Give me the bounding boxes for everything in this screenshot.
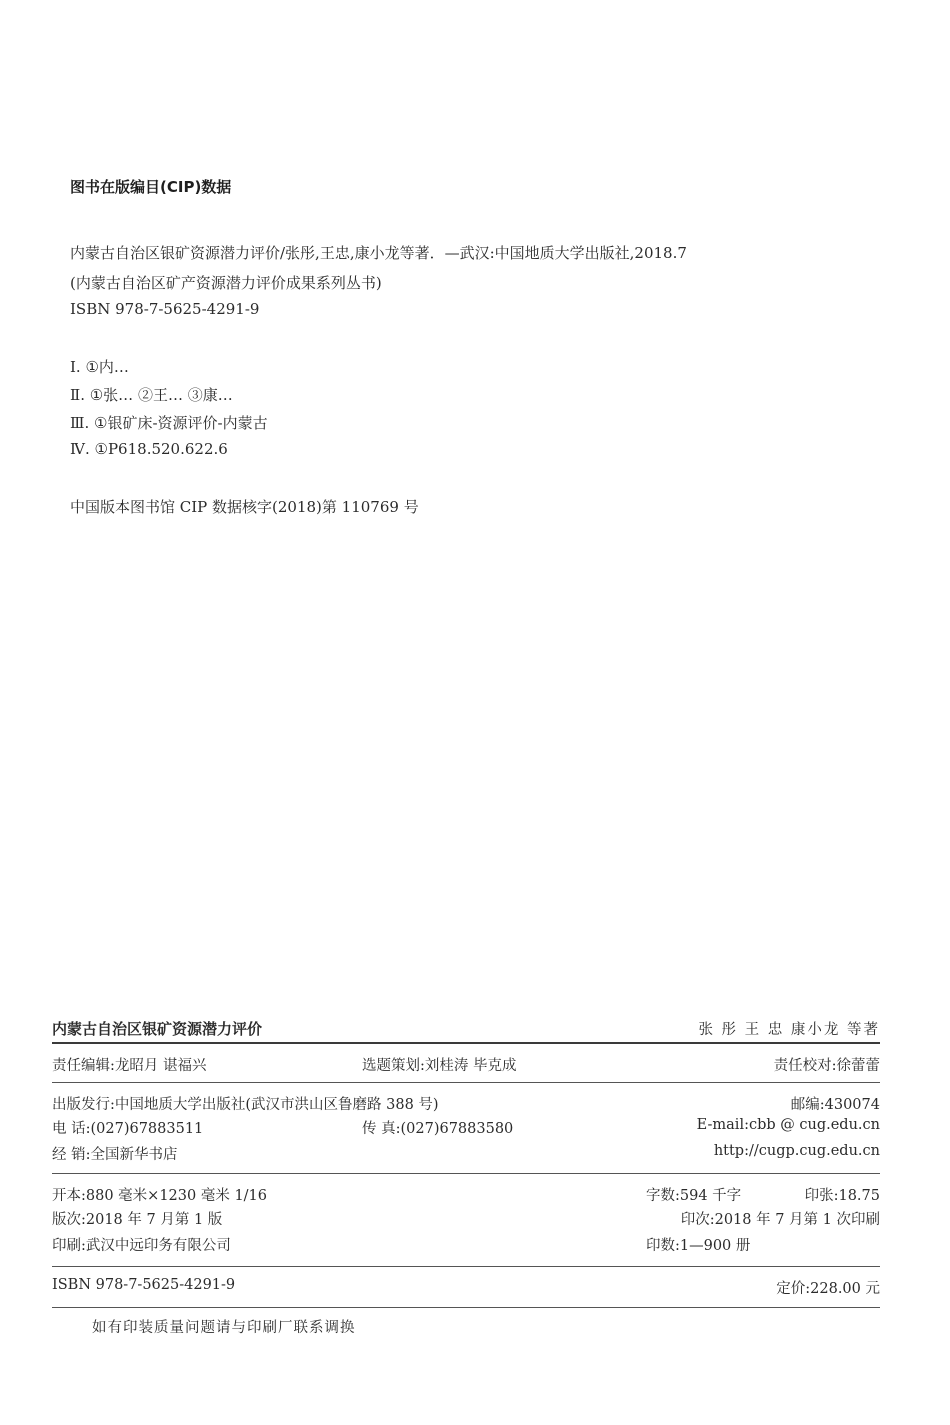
publisher-row (52, 1091, 880, 1117)
proofreader: 责任校对:徐蕾蕾 (773, 1058, 880, 1074)
cip-class-1: Ⅰ. ①内… (70, 358, 129, 376)
colophon-isbn: ISBN 978-7-5625-4291-9 (52, 1277, 236, 1293)
distributor: 经 销:全国新华书店 (52, 1147, 178, 1163)
printer: 印刷:武汉中远印务有限公司 (52, 1238, 231, 1254)
responsible-editor: 责任编辑:龙昭月 谌福兴 (52, 1058, 207, 1074)
cip-class-4: Ⅳ. ①P618.520.622.6 (70, 440, 228, 458)
topic-planner: 选题策划:刘桂涛 毕克成 (362, 1058, 517, 1074)
book-title: 内蒙古自治区银矿资源潜力评价 (52, 1020, 263, 1038)
book-authors: 张 彤 王 忠 康小龙 等著 (698, 1022, 880, 1038)
price: 定价:228.00 元 (776, 1281, 880, 1297)
book-format: 开本:880 毫米×1230 毫米 1/16 (52, 1188, 268, 1204)
email: E-mail:cbb @ cug.edu.cn (696, 1117, 880, 1133)
price-divider (52, 1307, 880, 1308)
cip-heading: 图书在版编目(CIP)数据 (70, 178, 232, 196)
printer-row (52, 1234, 880, 1266)
phone-row (52, 1117, 880, 1143)
publisher-divider (52, 1173, 880, 1174)
cip-isbn: ISBN 978-7-5625-4291-9 (70, 300, 260, 318)
cip-series-line: (内蒙古自治区矿产资源潜力评价成果系列丛书) (70, 274, 382, 292)
cip-title-line: 内蒙古自治区银矿资源潜力评价/张彤,王忠,康小龙等著．—武汉:中国地质大学出版社,2018.7 (70, 244, 687, 262)
editor-row (52, 1044, 880, 1078)
phone: 电 话:(027)67883511 (52, 1121, 204, 1137)
edition: 版次:2018 年 7 月第 1 版 (52, 1212, 223, 1228)
impression: 印次:2018 年 7 月第 1 次印刷 (680, 1212, 880, 1228)
cip-class-3: Ⅲ. ①银矿床-资源评价-内蒙古 (70, 414, 268, 432)
website: http://cugp.cug.edu.cn (713, 1143, 880, 1159)
distributor-row (52, 1143, 880, 1173)
print-run: 印数:1—900 册 (646, 1238, 751, 1254)
editor-divider (52, 1082, 880, 1083)
cip-record-number: 中国版本图书馆 CIP 数据核字(2018)第 110769 号 (70, 498, 419, 516)
colophon-title-row (52, 1012, 880, 1042)
quality-notice: 如有印装质量问题请与印刷厂联系调换 (92, 1320, 356, 1336)
format-row (52, 1182, 880, 1208)
colophon-block (52, 1012, 880, 1308)
printed-sheets: 印张:18.75 (804, 1188, 880, 1204)
cip-class-2: Ⅱ. ①张… ②王… ③康… (70, 386, 233, 404)
fax: 传 真:(027)67883580 (362, 1121, 514, 1137)
isbn-price-row (52, 1267, 880, 1303)
word-count: 字数:594 千字 (646, 1188, 742, 1204)
postcode: 邮编:430074 (790, 1097, 880, 1113)
publisher-address: 出版发行:中国地质大学出版社(武汉市洪山区鲁磨路 388 号) (52, 1097, 439, 1113)
edition-row (52, 1208, 880, 1234)
